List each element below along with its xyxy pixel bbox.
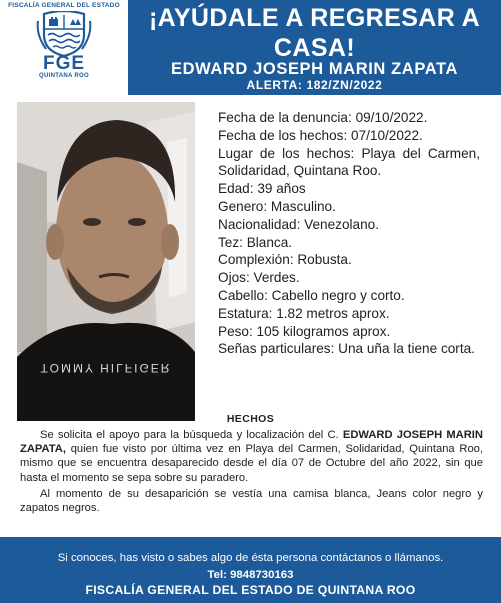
detail-age: Edad: 39 años (218, 181, 306, 197)
detail-distinguishing-marks: Señas particulares: Una uña la tiene corta. (218, 341, 475, 357)
hechos-paragraph-1: Se solicita el apoyo para la búsqueda y localización del C. EDWARD JOSEPH MARIN ZAPATA, quien fue visto por última vez en Playa del Carmen, Solidaridad, Quintana Roo, mismo que se encuentra desaparecido desde el día 07 de Octubre del año 2022, sin que hasta el momento se sepa sobre su paradero. (20, 429, 483, 484)
fge-logo (8, 2, 120, 92)
detail-hair: Cabello: Cabello negro y corto. (218, 287, 405, 303)
shirt-print: TOMMY HILFIGER (40, 361, 172, 375)
missing-person-photo (17, 102, 195, 421)
logo-acronym: FGE (42, 53, 86, 74)
details-list (218, 109, 480, 358)
detail-gender: Genero: Masculino. (218, 198, 336, 214)
detail-complexion-skin: Tez: Blanca. (218, 234, 293, 250)
detail-location: Lugar de los hechos: Playa del Carmen, Solidaridad, Quintana Roo. (218, 145, 480, 179)
footer-call-to-action: Si conoces, has visto o sabes algo de ésta persona contáctanos o llámanos. (57, 552, 444, 564)
hechos-heading: HECHOS (226, 413, 275, 425)
detail-nationality: Nacionalidad: Venezolano. (218, 216, 379, 232)
header (0, 0, 501, 95)
detail-eyes: Ojos: Verdes. (218, 270, 300, 286)
hechos-text (20, 428, 483, 515)
hechos-person-name: EDWARD JOSEPH MARIN ZAPATA, (20, 429, 483, 456)
detail-height: Estatura: 1.82 metros aprox. (218, 305, 390, 321)
detail-build: Complexión: Robusta. (218, 252, 352, 268)
logo-top-text: FISCALÍA GENERAL DEL ESTADO (8, 2, 120, 9)
footer-phone: Tel: 9848730163 (207, 569, 294, 581)
detail-event-date: Fecha de los hechos: 07/10/2022. (218, 127, 423, 143)
state-seal-icon (36, 11, 92, 57)
logo-bottom-text: QUINTANA ROO (39, 73, 89, 79)
footer (0, 537, 501, 603)
page-title: ¡AYÚDALE A REGRESAR A CASA! (148, 4, 481, 62)
footer-agency: FISCALÍA GENERAL DEL ESTADO DE QUINTANA ROO (85, 583, 416, 597)
detail-report-date: Fecha de la denuncia: 09/10/2022. (218, 110, 428, 125)
detail-weight: Peso: 105 kilogramos aprox. (218, 323, 391, 339)
hechos-paragraph-2: Al momento de su desaparición se vestía una camisa blanca, Jeans color negro y zapatos negros. (20, 487, 483, 515)
person-name: EDWARD JOSEPH MARIN ZAPATA (171, 60, 458, 78)
alert-number: ALERTA: 182/ZN/2022 (246, 78, 383, 92)
